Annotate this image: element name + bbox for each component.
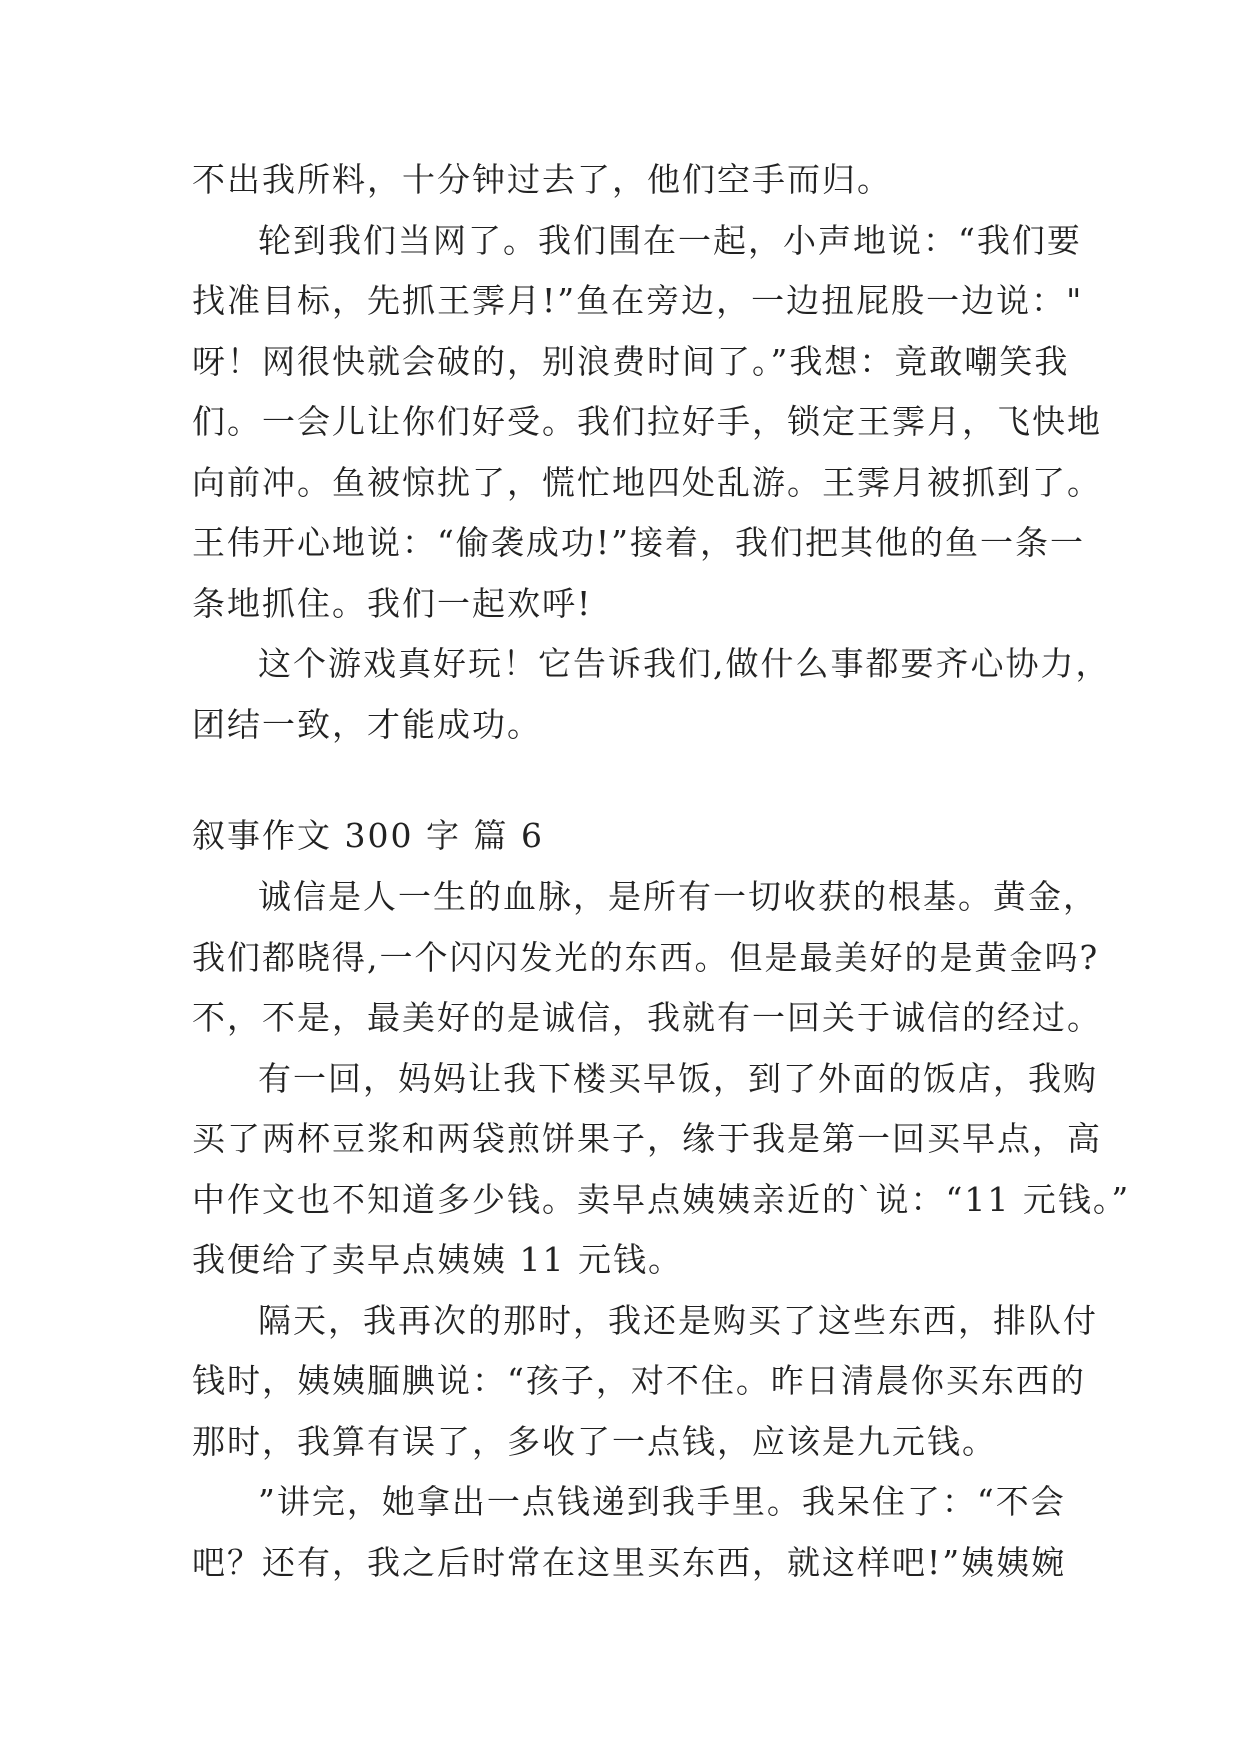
text-line: 不出我所料，十分钟过去了，他们空手而归。 xyxy=(192,160,892,199)
document-body xyxy=(192,150,1131,1593)
text-line: 王伟开心地说：“偷袭成功!”接着，我们把其他的鱼一条一 xyxy=(192,523,1086,562)
text-line: 钱时，姨姨腼腆说：“孩子，对不住。昨日清晨你买东西的 xyxy=(192,1361,1086,1400)
text-line: ”讲完，她拿出一点钱递到我手里。我呆住了：“不会 xyxy=(258,1482,1066,1521)
text-line: 隔天，我再次的那时，我还是购买了这些东西，排队付 xyxy=(258,1300,1098,1340)
text-line: 轮到我们当网了。我们围在一起，小声地说：“我们要 xyxy=(258,220,1082,260)
text-line: 有一回，妈妈让我下楼买早饭，到了外面的饭店，我购 xyxy=(258,1058,1098,1098)
text-line: 找准目标，先抓王霁月!”鱼在旁边，一边扭屁股一边说：" xyxy=(192,281,1084,320)
text-line: 不，不是，最美好的是诚信，我就有一回关于诚信的经过。 xyxy=(192,998,1102,1037)
text-line: 中作文也不知道多少钱。卖早点姨姨亲近的`说：“11 元钱。” xyxy=(192,1179,1131,1219)
text-line: 我便给了卖早点姨姨 11 元钱。 xyxy=(192,1240,683,1279)
text-line: 诚信是人一生的血脉，是所有一切收获的根基。黄金， xyxy=(258,877,1098,916)
text-line: 这个游戏真好玩！它告诉我们,做什么事都要齐心协力， xyxy=(258,644,1111,683)
text-line: 们。一会儿让你们好受。我们拉好手，锁定王霁月，飞快地 xyxy=(192,402,1102,441)
text-line: 呀！网很快就会破的，别浪费时间了。”我想：竟敢嘲笑我 xyxy=(192,341,1070,381)
text-line: 团结一致，才能成功。 xyxy=(192,704,542,744)
section-heading: 叙事作文 300 字 篇 6 xyxy=(192,816,544,855)
text-line: 买了两杯豆浆和两袋煎饼果子，缘于我是第一回买早点，高 xyxy=(192,1119,1102,1158)
text-line: 条地抓住。我们一起欢呼! xyxy=(192,583,593,623)
text-line: 向前冲。鱼被惊扰了，慌忙地四处乱游。王霁月被抓到了。 xyxy=(192,462,1102,502)
section-gap xyxy=(192,755,1062,805)
text-line: 吧？还有，我之后时常在这里买东西，就这样吧!”姨姨婉 xyxy=(192,1542,1067,1582)
text-line: 那时，我算有误了，多收了一点钱，应该是九元钱。 xyxy=(192,1421,997,1461)
text-line: 我们都晓得,一个闪闪发光的东西。但是最美好的是黄金吗? xyxy=(192,937,1100,977)
